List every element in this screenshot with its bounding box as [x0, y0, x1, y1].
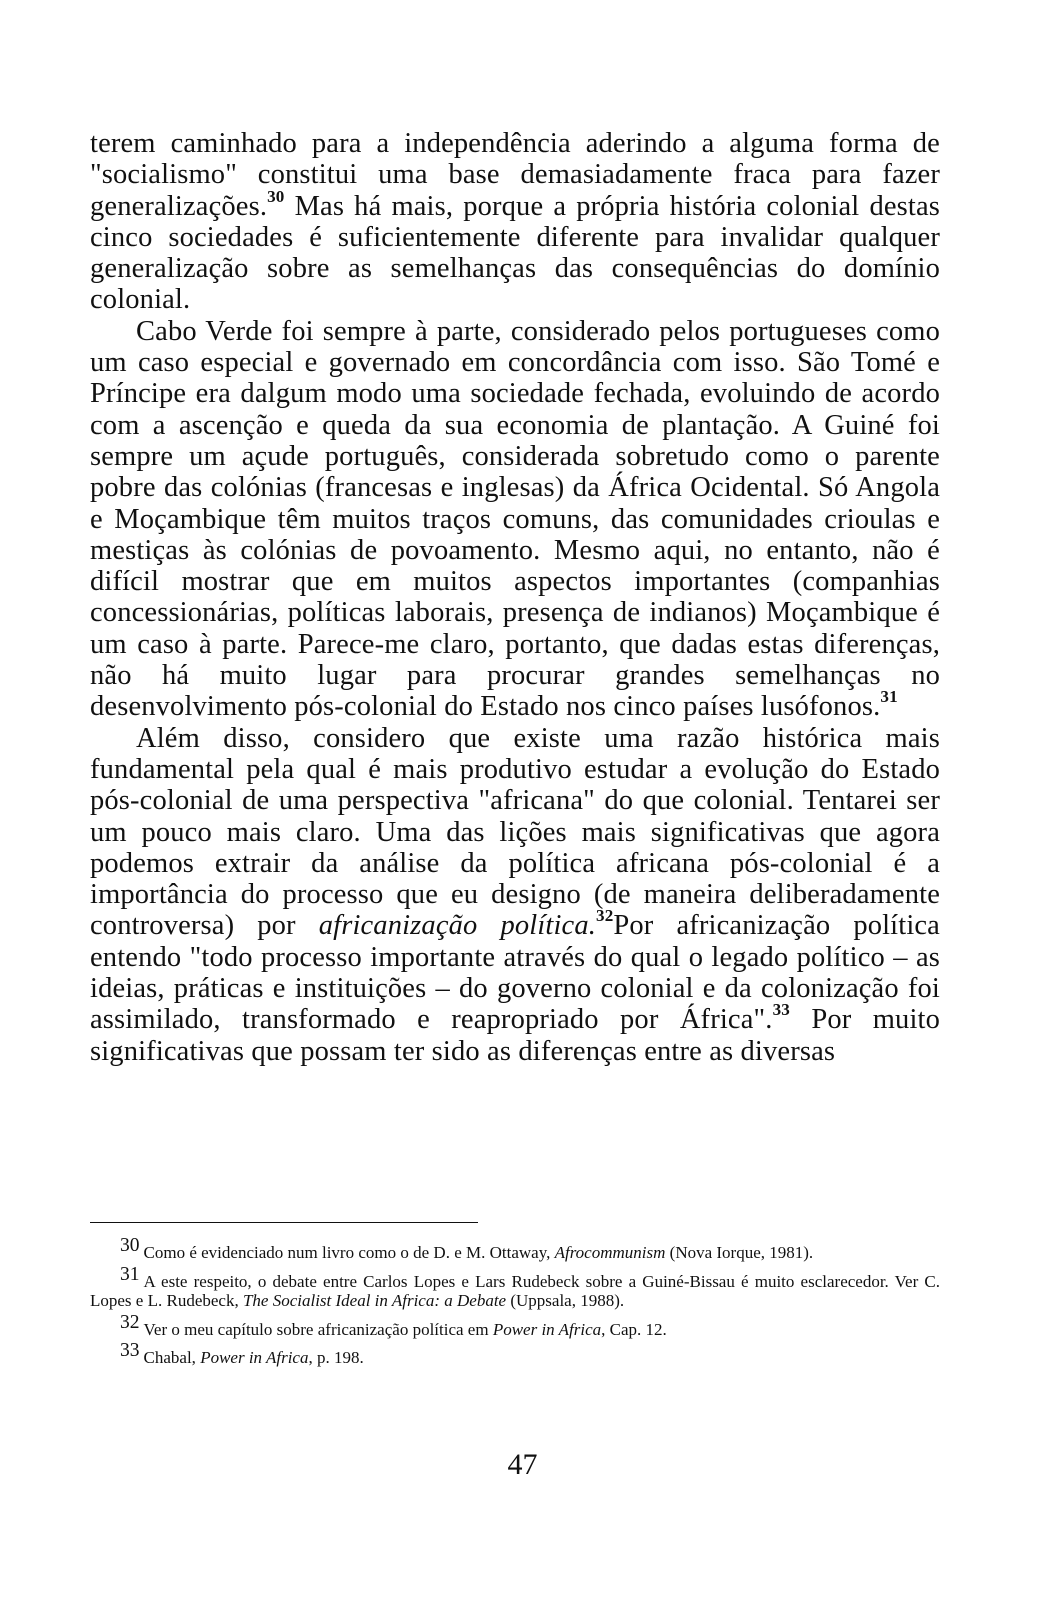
text-run: (Uppsala, 1988).: [506, 1290, 625, 1310]
italic-text: Afrocommunism: [554, 1242, 666, 1262]
text-run: Ver o meu capítulo sobre africanização política em: [143, 1319, 493, 1339]
italic-text: Power in Africa: [200, 1348, 309, 1368]
footnote: [90, 1265, 940, 1310]
footnote-number: 33: [120, 1340, 140, 1362]
footnote-number: 32: [120, 1311, 140, 1333]
italic-text: Power in Africa: [492, 1319, 602, 1339]
text-run: A este respeito, o debate entre Carlos Lopes e Lars Rudebeck sobre a Guiné-Bissau é muito esclarecedor. Ver C. Lopes e L. Rudebeck,: [90, 1271, 940, 1310]
footnote-number: 30: [120, 1235, 140, 1256]
text-run: Além disso, considero que existe uma razão histórica mais fundamental pela qual é mais produtivo estudar a evolução do Estado pós-colonial de uma perspectiva "africana" do que colonial. Tentarei ser um pouco mais claro. Uma das lições mais significativas que agora podemos extrair da análise da política africana pós-colonial é a importância do processo que eu designo (de maneira deliberadamente controversa) por: [90, 722, 940, 942]
italic-text: The Socialist Ideal in Africa: a Debate: [242, 1290, 507, 1310]
text-run: Chabal,: [143, 1348, 201, 1368]
text-run: Por muito significativas que possam ter sido as diferenças entre as diversas: [90, 1004, 940, 1067]
text-run: Por africanização política entendo "todo processo importante através do qual o legado político – as ideias, práticas e instituições – do governo colonial e da colonização foi assimilado, transformado e reapropriado por África".: [90, 910, 940, 1036]
italic-text: africanização política.: [318, 910, 596, 942]
footnote-ref: 33: [772, 1000, 790, 1020]
text-run: , p. 198.: [308, 1348, 364, 1368]
text-run: terem caminhado para a independência aderindo a alguma forma de "socialismo" constitui uma base demasiadamente fraca para fazer generalizações.: [90, 128, 940, 222]
main-text: [90, 128, 940, 1067]
paragraph: [90, 723, 940, 1067]
text-run: (Nova Iorque, 1981).: [665, 1242, 814, 1262]
paragraph: [90, 128, 940, 316]
text-run: Mas há mais, porque a própria história colonial destas cinco sociedades é suficientemente diferente para invalidar qualquer generalização sobre as semelhanças das consequências do domínio colonial.: [90, 190, 940, 316]
footnotes: [90, 1236, 940, 1370]
footnote: [90, 1313, 940, 1339]
text-run: Cabo Verde foi sempre à parte, considerado pelos portugueses como um caso especial e governado em concordância com isso. São Tomé e Príncipe era dalgum modo uma sociedade fechada, evoluindo de acordo com a ascenção e queda da sua economia de plantação. A Guiné foi sempre um açude português, considerada sobretudo como o parente pobre das colónias (francesas e inglesas) da África Ocidental. Só Angola e Moçambique têm muitos traços comuns, das comunidades crioulas e mestiças às colónias de povoamento. Mesmo aqui, no entanto, não é difícil mostrar que em muitos aspectos importantes (companhias concessionárias, políticas laborais, presença de indianos) Moçambique é um caso à parte. Parece-me claro, portanto, que dadas estas diferenças, não há muito lugar para procurar grandes semelhanças no desenvolvimento pós-colonial do Estado nos cinco países lusófonos.: [90, 315, 940, 723]
footnote: [90, 1341, 940, 1367]
footnote-ref: 32: [596, 906, 614, 926]
page-number: 47: [507, 1448, 538, 1481]
footnote: [90, 1236, 940, 1262]
footnote-ref: 30: [267, 186, 285, 206]
body-paragraphs: [90, 128, 940, 1067]
paragraph: [90, 316, 940, 723]
text-run: , Cap. 12.: [601, 1319, 667, 1339]
footnote-ref: 31: [880, 687, 898, 707]
text-run: Como é evidenciado num livro como o de D. e M. Ottaway,: [143, 1242, 555, 1262]
footnote-divider: [90, 1222, 478, 1223]
footnote-number: 31: [120, 1263, 140, 1285]
